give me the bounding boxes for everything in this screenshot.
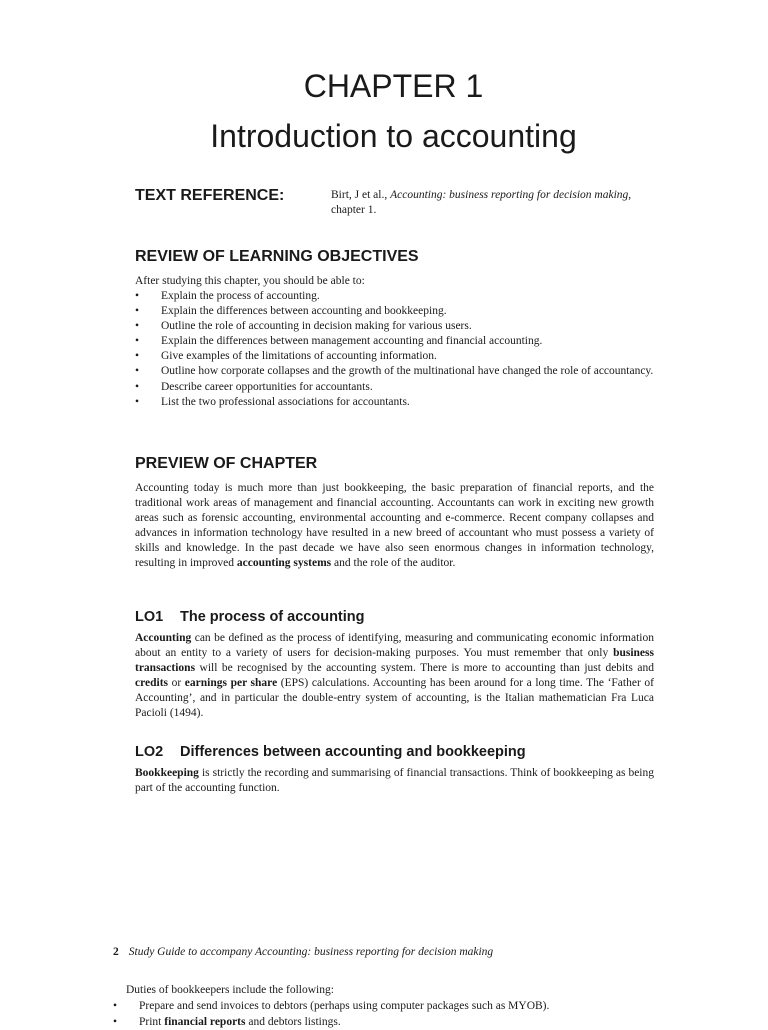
business-transactions-term: business transactions — [135, 647, 654, 674]
list-item: • Describe career opportunities for accountants. — [135, 380, 655, 395]
text-reference-label: TEXT REFERENCE: — [135, 186, 284, 206]
review-intro: After studying this chapter, you should be able to: — [135, 274, 365, 289]
preview-text-end: and the role of the auditor. — [331, 557, 455, 569]
page-number: 2 — [113, 946, 119, 958]
lo2-text: is strictly the recording and summarising of financial transactions. Think of bookkeeping as being part of the accounting function. — [135, 767, 654, 794]
duty-text: Print — [139, 1016, 164, 1028]
chapter-title: Introduction to accounting — [0, 115, 768, 157]
lo1-paragraph — [135, 631, 654, 722]
lo2-paragraph — [135, 766, 654, 796]
lo1-code: LO1 — [135, 608, 180, 626]
preview-paragraph — [135, 481, 654, 572]
page-footer — [113, 945, 493, 960]
list-item: • Explain the differences between management accounting and financial accounting. — [135, 334, 655, 349]
list-item — [113, 1015, 673, 1030]
list-item: • List the two professional associations for accountants. — [135, 395, 655, 410]
lo2-title: Differences between accounting and bookkeeping — [180, 744, 526, 760]
lo2-code: LO2 — [135, 743, 180, 761]
review-heading: REVIEW OF LEARNING OBJECTIVES — [135, 247, 419, 267]
lo1-text: will be recognised by the accounting system. There is more to accounting than just debits and — [195, 662, 654, 674]
next-page-intro: Duties of bookkeepers include the following: — [126, 983, 334, 998]
lo1-text: or — [168, 677, 185, 689]
list-item: • Outline the role of accounting in decision making for various users. — [135, 319, 655, 334]
accounting-systems-term: accounting systems — [237, 557, 331, 569]
list-item: • Explain the differences between accounting and bookkeeping. — [135, 304, 655, 319]
lo1-title: The process of accounting — [180, 609, 365, 625]
financial-reports-term: financial reports — [164, 1016, 245, 1028]
reference-author: Birt, J et al., — [331, 189, 390, 201]
list-item: • Outline how corporate collapses and the growth of the multinational have changed the role of accountancy. — [135, 364, 655, 379]
accounting-term: Accounting — [135, 632, 191, 644]
lo1-heading — [135, 608, 365, 626]
text-reference — [331, 188, 661, 218]
bookkeeper-duties-list — [113, 999, 673, 1030]
reference-suffix: , chapter 1. — [331, 189, 631, 216]
learning-objectives-list — [135, 289, 655, 410]
preview-text: Accounting today is much more than just bookkeeping, the basic preparation of financial reports, and the traditional work areas of management and financial accounting. Accountants can work in exciting new growth areas such as forensic accounting, environmental accounting and e-commerce. Recent company collapses and advances in information technology have resulted in a new breed of accountant who must possess a variety of skills and knowledge. In the past decade we have also seen enormous changes in information technology, resulting in improved — [135, 482, 654, 569]
lo2-heading — [135, 743, 526, 761]
lo1-text: can be defined as the process of identifying, measuring and communicating economic information about an entity to a variety of users for decision-making purposes. You must remember that only — [135, 632, 654, 659]
preview-heading: PREVIEW OF CHAPTER — [135, 454, 317, 474]
bookkeeping-term: Bookkeeping — [135, 767, 199, 779]
reference-book-title: Accounting: business reporting for decision making — [390, 189, 628, 201]
earnings-per-share-term: earnings per share — [185, 677, 277, 689]
credits-term: credits — [135, 677, 168, 689]
footer-text: Study Guide to accompany Accounting: business reporting for decision making — [129, 946, 493, 958]
lo1-text: (EPS) calculations. Accounting has been around for a long time. The ‘Father of Accounting’, and in particular the double-entry system of accounting, is the Italian mathematician Fra Luca Pacioli (1494). — [135, 677, 654, 719]
list-item: • Explain the process of accounting. — [135, 289, 655, 304]
list-item: • Give examples of the limitations of accounting information. — [135, 349, 655, 364]
list-item: • Prepare and send invoices to debtors (perhaps using computer packages such as MYOB). — [113, 999, 673, 1015]
chapter-number: CHAPTER 1 — [0, 66, 768, 106]
duty-text-end: and debtors listings. — [246, 1016, 341, 1028]
